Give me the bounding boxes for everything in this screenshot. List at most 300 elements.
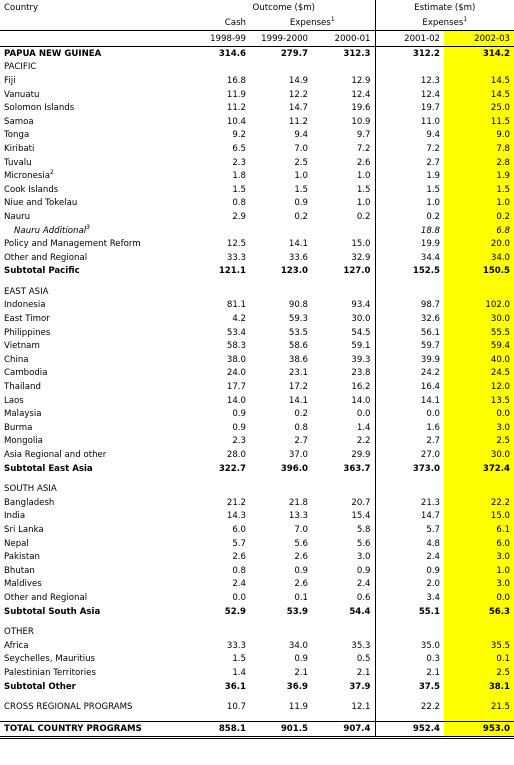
spacer-row	[0, 714, 514, 722]
value-cell: 53.9	[286, 606, 308, 617]
value-cell: 18.8	[375, 224, 444, 238]
table-row	[0, 666, 514, 680]
value-cell: 14.5	[444, 88, 514, 102]
value-cell: 14.3	[226, 511, 246, 522]
year-header: 1999-2000	[250, 31, 312, 47]
country-label: Fiji	[4, 75, 16, 86]
value-cell: 16.8	[226, 75, 246, 86]
value-cell: 58.3	[226, 341, 246, 352]
country-label: China	[4, 354, 29, 365]
value-cell	[250, 482, 312, 496]
value-cell: 58.6	[288, 341, 308, 352]
value-cell: 2.5	[444, 666, 514, 680]
value-cell: 38.0	[226, 354, 246, 365]
value-cell: 1.5	[375, 183, 444, 197]
country-label: Indonesia	[4, 300, 46, 311]
value-cell: 14.9	[288, 75, 308, 86]
table-row	[0, 101, 514, 115]
value-cell: 17.2	[288, 382, 308, 393]
outcome-group-header: Outcome ($m)	[252, 2, 316, 13]
value-cell: 0.9	[294, 565, 308, 576]
value-cell	[193, 625, 250, 639]
value-cell: 2.6	[294, 579, 308, 590]
country-label: Palestinian Territories	[4, 667, 96, 678]
table-row	[0, 591, 514, 605]
value-cell: 322.7	[218, 463, 246, 474]
value-cell: 54.5	[351, 327, 371, 338]
value-cell: 5.8	[356, 524, 371, 535]
table-row	[0, 380, 514, 394]
value-cell: 12.1	[351, 702, 371, 713]
value-cell: 11.2	[288, 116, 308, 127]
value-cell: 17.7	[226, 382, 246, 393]
table-row	[0, 462, 514, 476]
country-label: Burma	[4, 422, 33, 433]
value-cell: 55.1	[375, 605, 444, 619]
value-cell: 39.9	[375, 353, 444, 367]
value-cell: 3.0	[444, 421, 514, 435]
value-cell: 24.5	[444, 367, 514, 381]
value-cell: 36.9	[286, 681, 308, 692]
value-cell: 34.0	[288, 640, 308, 651]
value-cell: 2.8	[444, 156, 514, 170]
value-cell: 1.0	[294, 171, 308, 182]
value-cell: 39.3	[351, 354, 371, 365]
value-cell: 102.0	[444, 299, 514, 313]
value-cell: 12.5	[226, 239, 246, 250]
country-label: Subtotal East Asia	[4, 463, 93, 474]
table-row	[0, 605, 514, 619]
value-cell: 6.1	[444, 523, 514, 537]
value-cell: 14.7	[288, 103, 308, 114]
value-cell: 21.3	[375, 496, 444, 510]
country-label: East Timor	[4, 314, 50, 325]
value-cell: 1.5	[444, 183, 514, 197]
year-header: 2001-02	[375, 31, 444, 47]
country-label: TOTAL COUNTRY PROGRAMS	[0, 721, 193, 737]
table-row	[0, 421, 514, 435]
value-cell: 12.9	[351, 75, 371, 86]
value-cell: 0.9	[356, 565, 371, 576]
value-cell: 11.0	[375, 115, 444, 129]
value-cell: 0.3	[375, 653, 444, 667]
value-cell	[375, 285, 444, 299]
value-cell: 23.8	[351, 368, 371, 379]
value-cell: 1.0	[444, 197, 514, 211]
value-cell: 7.2	[356, 143, 371, 154]
value-cell: 9.4	[375, 129, 444, 143]
value-cell: 25.0	[444, 101, 514, 115]
table-row	[0, 169, 514, 183]
value-cell	[375, 625, 444, 639]
country-label: Asia Regional and other	[4, 450, 107, 461]
value-cell: 24.2	[375, 367, 444, 381]
value-cell: 7.8	[444, 142, 514, 156]
country-label: Kiribati	[4, 143, 35, 154]
value-cell: 0.9	[294, 198, 308, 209]
table-row	[0, 183, 514, 197]
table-row	[0, 156, 514, 170]
country-label: Vanuatu	[4, 89, 40, 100]
value-cell: 0.1	[294, 592, 308, 603]
table-row	[0, 564, 514, 578]
value-cell	[193, 61, 250, 75]
value-cell: 12.3	[375, 74, 444, 88]
value-cell: 53.4	[226, 327, 246, 338]
value-cell: 0.1	[444, 653, 514, 667]
value-cell: 37.9	[349, 681, 371, 692]
value-cell: 52.9	[224, 606, 246, 617]
value-cell	[312, 625, 375, 639]
year-header: 2002-03	[444, 31, 514, 47]
value-cell	[312, 61, 375, 75]
value-cell: 0.9	[232, 409, 246, 420]
table-row	[0, 680, 514, 694]
value-cell: 1.4	[232, 667, 246, 678]
value-cell: 121.1	[218, 266, 246, 277]
value-cell: 373.0	[375, 462, 444, 476]
table-row	[0, 700, 514, 714]
country-label: Policy and Management Reform	[4, 239, 141, 250]
value-cell: 2.3	[232, 157, 246, 168]
value-cell: 56.3	[444, 605, 514, 619]
table-row	[0, 653, 514, 667]
value-cell: 12.2	[288, 89, 308, 100]
value-cell: 35.0	[375, 639, 444, 653]
value-cell: 314.6	[218, 48, 246, 59]
value-cell: 952.4	[375, 721, 444, 737]
value-cell: 5.6	[356, 538, 371, 549]
value-cell: 7.0	[294, 524, 308, 535]
value-cell	[375, 61, 444, 75]
value-cell: 2.6	[294, 552, 308, 563]
value-cell: 10.9	[351, 116, 371, 127]
section-heading-row	[0, 285, 514, 299]
country-label: Maldives	[4, 579, 42, 590]
country-label: Laos	[4, 395, 24, 406]
value-cell: 22.2	[444, 496, 514, 510]
section-heading-row	[0, 625, 514, 639]
value-cell: 14.1	[288, 239, 308, 250]
value-cell: 34.0	[444, 251, 514, 265]
country-label: SOUTH ASIA	[4, 484, 57, 495]
table-row	[0, 353, 514, 367]
value-cell: 14.0	[351, 395, 371, 406]
value-cell: 90.8	[288, 300, 308, 311]
value-cell: 33.3	[226, 640, 246, 651]
value-cell: 9.7	[356, 130, 371, 141]
year-header: 2000-01	[312, 31, 375, 47]
country-label: Tonga	[4, 130, 30, 141]
year-header: 1998-99	[193, 31, 250, 47]
value-cell: 30.0	[351, 314, 371, 325]
value-cell: 0.8	[232, 198, 246, 209]
value-cell: 3.0	[356, 552, 371, 563]
value-cell: 858.1	[193, 721, 250, 737]
value-cell: 15.0	[351, 239, 371, 250]
value-cell: 0.2	[294, 211, 308, 222]
value-cell: 2.9	[232, 211, 246, 222]
value-cell: 1.4	[356, 422, 371, 433]
table-row	[0, 394, 514, 408]
value-cell: 0.0	[356, 409, 371, 420]
value-cell: 2.0	[375, 578, 444, 592]
value-cell: 0.9	[294, 654, 308, 665]
value-cell: 37.0	[288, 450, 308, 461]
table-row	[0, 578, 514, 592]
value-cell: 6.8	[444, 224, 514, 238]
value-cell: 12.4	[375, 88, 444, 102]
table-row	[0, 47, 514, 61]
country-label: Subtotal South Asia	[4, 606, 101, 617]
value-cell	[193, 224, 250, 238]
value-cell: 2.1	[356, 667, 371, 678]
country-label: Niue and Tokelau	[4, 198, 78, 209]
value-cell: 12.4	[351, 89, 371, 100]
value-cell: 34.4	[375, 251, 444, 265]
value-cell: 28.0	[226, 450, 246, 461]
value-cell: 0.0	[375, 407, 444, 421]
value-cell: 372.4	[444, 462, 514, 476]
value-cell: 81.1	[226, 300, 246, 311]
value-cell: 30.0	[444, 448, 514, 462]
value-cell: 5.6	[294, 538, 308, 549]
value-cell: 127.0	[343, 266, 371, 277]
country-label: Seychelles, Mauritius	[4, 654, 96, 665]
value-cell	[193, 285, 250, 299]
value-cell: 93.4	[351, 300, 371, 311]
value-cell: 901.5	[250, 721, 312, 737]
value-cell: 0.0	[444, 407, 514, 421]
spacer-row	[0, 693, 514, 700]
value-cell: 33.3	[226, 252, 246, 263]
country-label: Africa	[4, 640, 29, 651]
value-cell: 2.5	[294, 157, 308, 168]
value-cell: 56.1	[375, 326, 444, 340]
value-cell: 312.2	[375, 47, 444, 61]
value-cell: 32.9	[351, 252, 371, 263]
country-label: PAPUA NEW GUINEA	[4, 48, 102, 59]
value-cell: 5.7	[375, 523, 444, 537]
value-cell: 11.9	[226, 89, 246, 100]
value-cell: 2.5	[444, 435, 514, 449]
value-cell: 2.3	[232, 436, 246, 447]
value-cell: 0.2	[444, 210, 514, 224]
value-cell: 396.0	[280, 463, 308, 474]
value-cell: 1.0	[356, 198, 371, 209]
table-row	[0, 74, 514, 88]
value-cell: 19.6	[351, 103, 371, 114]
section-heading-row	[0, 482, 514, 496]
value-cell	[444, 285, 514, 299]
value-cell: 12.0	[444, 380, 514, 394]
value-cell: 14.5	[444, 74, 514, 88]
table-row	[0, 197, 514, 211]
spacer-row	[0, 278, 514, 285]
value-cell	[444, 482, 514, 496]
value-cell: 16.4	[375, 380, 444, 394]
table-row	[0, 407, 514, 421]
value-cell: 54.4	[349, 606, 371, 617]
value-cell: 13.3	[288, 511, 308, 522]
value-cell: 35.5	[444, 639, 514, 653]
table-row	[0, 448, 514, 462]
value-cell: 27.0	[375, 448, 444, 462]
value-cell: 23.1	[288, 368, 308, 379]
value-cell	[250, 61, 312, 75]
value-cell: 1.9	[444, 169, 514, 183]
value-cell: 11.2	[226, 103, 246, 114]
value-cell: 38.6	[288, 354, 308, 365]
table-row	[0, 326, 514, 340]
country-label: Vietnam	[4, 341, 40, 352]
value-cell	[444, 61, 514, 75]
value-cell: 1.0	[356, 171, 371, 182]
value-cell: 59.7	[375, 339, 444, 353]
table-row	[0, 435, 514, 449]
value-cell: 9.2	[232, 130, 246, 141]
value-cell: 9.0	[444, 129, 514, 143]
value-cell: 24.0	[226, 368, 246, 379]
value-cell: 35.3	[351, 640, 371, 651]
value-cell	[312, 482, 375, 496]
table-row	[0, 265, 514, 279]
country-label: Subtotal Other	[4, 681, 76, 692]
value-cell: 33.6	[288, 252, 308, 263]
value-cell	[250, 224, 312, 238]
value-cell: 2.1	[375, 666, 444, 680]
country-label: Nepal	[4, 538, 29, 549]
value-cell: 0.6	[356, 592, 371, 603]
country-label: Pakistan	[4, 552, 40, 563]
value-cell: 6.0	[444, 537, 514, 551]
value-cell: 6.0	[232, 524, 246, 535]
value-cell: 2.6	[356, 157, 371, 168]
value-cell: 36.1	[224, 681, 246, 692]
value-cell: 2.4	[375, 550, 444, 564]
country-label: Other and Regional	[4, 252, 88, 263]
country-label: Micronesia$^2$	[4, 169, 54, 182]
country-label: Samoa	[4, 116, 34, 127]
value-cell: 16.2	[351, 382, 371, 393]
value-cell: 1.5	[232, 184, 246, 195]
value-cell: 29.9	[351, 450, 371, 461]
value-cell: 20.7	[351, 497, 371, 508]
value-cell: 1.6	[375, 421, 444, 435]
value-cell: 7.0	[294, 143, 308, 154]
value-cell: 21.2	[226, 497, 246, 508]
table-row	[0, 523, 514, 537]
country-label: Nauru	[4, 211, 31, 222]
table-row	[0, 312, 514, 326]
country-label: India	[4, 511, 26, 522]
value-cell: 21.8	[288, 497, 308, 508]
value-cell: 3.0	[444, 550, 514, 564]
value-cell: 2.7	[375, 156, 444, 170]
value-cell: 11.5	[444, 115, 514, 129]
value-cell: 0.5	[356, 654, 371, 665]
value-cell: 37.5	[375, 680, 444, 694]
value-cell: 0.9	[375, 564, 444, 578]
country-label: Mongolia	[4, 436, 43, 447]
value-cell	[312, 224, 375, 238]
table-row	[0, 251, 514, 265]
estimate-expenses-subheader: Expenses$^1$	[375, 15, 514, 31]
value-cell: 6.5	[232, 143, 246, 154]
value-cell: 1.5	[232, 654, 246, 665]
value-cell: 13.5	[444, 394, 514, 408]
value-cell	[444, 625, 514, 639]
country-label: OTHER	[4, 627, 34, 638]
value-cell: 59.4	[444, 339, 514, 353]
table-row	[0, 299, 514, 313]
country-column-header: Country	[4, 2, 39, 13]
value-cell: 312.3	[343, 48, 371, 59]
value-cell: 14.1	[375, 394, 444, 408]
value-cell: 4.8	[375, 537, 444, 551]
value-cell: 21.5	[444, 700, 514, 714]
cash-subheader: Cash	[224, 17, 246, 28]
value-cell: 55.5	[444, 326, 514, 340]
value-cell: 3.4	[375, 591, 444, 605]
country-label: Sri Lanka	[4, 524, 44, 535]
value-cell: 59.3	[288, 314, 308, 325]
value-cell: 98.7	[375, 299, 444, 313]
country-label: EAST ASIA	[4, 286, 49, 297]
value-cell: 2.1	[294, 667, 308, 678]
value-cell: 11.9	[288, 702, 308, 713]
value-cell: 14.7	[375, 510, 444, 524]
value-cell: 2.7	[294, 436, 308, 447]
table-row	[0, 510, 514, 524]
table-row	[0, 142, 514, 156]
country-label: Philippines	[4, 327, 51, 338]
value-cell: 9.4	[294, 130, 308, 141]
country-label: PACIFIC	[4, 62, 37, 73]
value-cell: 32.6	[375, 312, 444, 326]
value-cell: 152.5	[375, 265, 444, 279]
value-cell: 0.2	[375, 210, 444, 224]
value-cell: 150.5	[444, 265, 514, 279]
country-label: CROSS REGIONAL PROGRAMS	[4, 702, 133, 713]
value-cell: 2.7	[375, 435, 444, 449]
table-row	[0, 639, 514, 653]
value-cell	[312, 285, 375, 299]
value-cell: 30.0	[444, 312, 514, 326]
value-cell: 2.4	[232, 579, 246, 590]
value-cell	[375, 482, 444, 496]
value-cell: 53.5	[288, 327, 308, 338]
country-label: Thailand	[4, 382, 41, 393]
value-cell: 22.2	[375, 700, 444, 714]
table-row	[0, 496, 514, 510]
table-row	[0, 367, 514, 381]
country-label: Malaysia	[4, 409, 42, 420]
value-cell: 1.0	[375, 197, 444, 211]
value-cell: 123.0	[280, 266, 308, 277]
value-cell: 0.9	[232, 422, 246, 433]
table-row	[0, 537, 514, 551]
country-label: Other and Regional	[4, 592, 88, 603]
value-cell: 59.1	[351, 341, 371, 352]
value-cell: 15.0	[444, 510, 514, 524]
value-cell: 0.2	[356, 211, 371, 222]
value-cell: 19.7	[375, 101, 444, 115]
value-cell: 363.7	[343, 463, 371, 474]
value-cell: 3.0	[444, 578, 514, 592]
value-cell: 5.7	[232, 538, 246, 549]
value-cell: 0.0	[444, 591, 514, 605]
